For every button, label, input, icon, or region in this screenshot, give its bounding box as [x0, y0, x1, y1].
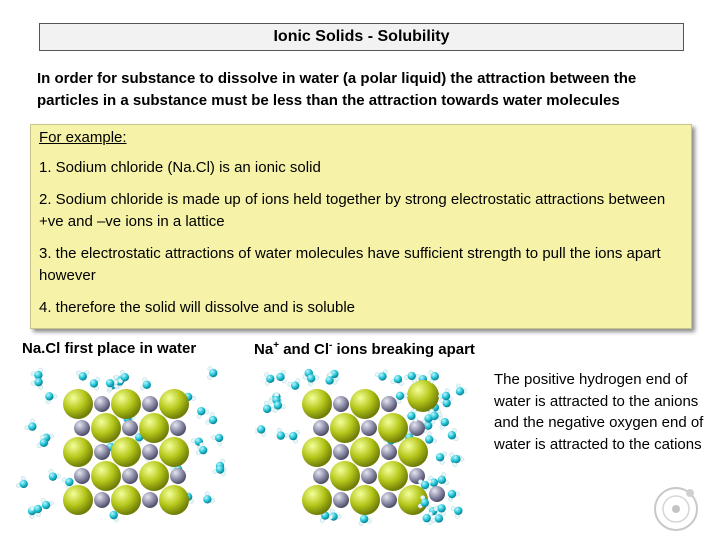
nacl-lattice-in-water-image [16, 366, 228, 526]
water-oxygen [49, 472, 57, 480]
water-oxygen [106, 379, 114, 387]
sodium-ion-detached [429, 486, 445, 502]
sodium-ion [333, 396, 349, 412]
water-oxygen [421, 499, 429, 507]
water-oxygen [199, 446, 207, 454]
water-oxygen [34, 378, 42, 386]
sodium-ion [333, 444, 349, 460]
water-oxygen [143, 381, 151, 389]
water-oxygen [442, 392, 450, 400]
water-oxygen [452, 455, 460, 463]
sodium-ion [333, 492, 349, 508]
sodium-ion [361, 420, 377, 436]
sodium-ion [381, 492, 397, 508]
sodium-ion [381, 444, 397, 460]
water-oxygen [209, 369, 217, 377]
water-oxygen [454, 507, 462, 515]
chloride-ion [139, 413, 169, 443]
chloride-ion [159, 485, 189, 515]
chloride-ion [350, 485, 380, 515]
chloride-ion [330, 413, 360, 443]
chloride-ion [350, 437, 380, 467]
chloride-ion [63, 485, 93, 515]
water-oxygen [423, 514, 431, 522]
water-oxygen [378, 372, 386, 380]
water-oxygen [216, 465, 224, 473]
water-oxygen [209, 416, 217, 424]
chloride-ion [350, 389, 380, 419]
sodium-ion [170, 420, 186, 436]
chloride-ion [302, 437, 332, 467]
chloride-ion [302, 389, 332, 419]
water-oxygen [40, 439, 48, 447]
sodium-ion [381, 396, 397, 412]
example-box [30, 124, 692, 329]
water-oxygen [277, 431, 285, 439]
water-oxygen [443, 399, 451, 407]
chloride-ion [111, 437, 141, 467]
sodium-ion [142, 444, 158, 460]
water-oxygen [276, 373, 284, 381]
chloride-ion [378, 413, 408, 443]
chloride-ion [302, 485, 332, 515]
sodium-ion [74, 420, 90, 436]
water-oxygen [90, 379, 98, 387]
ions-breaking-apart-image [255, 366, 467, 526]
side-explanation: The positive hydrogen end of water is attracted to the anions and the negative oxygen end of water is attracted to the cations [494, 371, 704, 453]
sodium-ion [313, 420, 329, 436]
chloride-ion-detached [407, 380, 439, 412]
water-oxygen [436, 453, 444, 461]
chloride-ion [398, 437, 428, 467]
example-point-4: 4. therefore the solid will dissolve and is soluble [39, 299, 356, 316]
chloride-ion [139, 461, 169, 491]
sodium-ion [94, 492, 110, 508]
chloride-ion [111, 389, 141, 419]
water-oxygen [396, 392, 404, 400]
chloride-ion [159, 437, 189, 467]
chloride-ion [91, 413, 121, 443]
title-box [39, 23, 684, 51]
science-resources-logo-icon [646, 483, 712, 537]
chloride-ion [330, 461, 360, 491]
example-point-2: 2. Sodium chloride is made up of ions held together by strong electrostatic attractions between +ve and –ve ions in a lattice [39, 191, 666, 230]
water-oxygen [456, 387, 464, 395]
sodium-ion [313, 468, 329, 484]
water-oxygen [42, 501, 50, 509]
water-oxygen [274, 401, 282, 409]
sodium-ion [122, 468, 138, 484]
example-point-1: 1. Sodium chloride (Na.Cl) is an ionic solid [39, 159, 321, 176]
sodium-ion [74, 468, 90, 484]
water-oxygen [307, 374, 315, 382]
water-oxygen [407, 412, 415, 420]
sodium-ion [170, 468, 186, 484]
caption-left: Na.Cl first place in water [22, 340, 197, 357]
water-oxygen [197, 407, 205, 415]
sodium-ion [409, 420, 425, 436]
sodium-ion [142, 396, 158, 412]
chloride-ion [91, 461, 121, 491]
water-oxygen [360, 515, 368, 523]
water-oxygen [109, 511, 117, 519]
water-oxygen [448, 490, 456, 498]
caption-right: Na+ and Cl- ions breaking apart [254, 340, 475, 358]
water-oxygen [215, 434, 223, 442]
sodium-ion [94, 444, 110, 460]
water-oxygen [408, 372, 416, 380]
water-oxygen [435, 514, 443, 522]
water-oxygen [448, 431, 456, 439]
water-oxygen [437, 504, 445, 512]
sodium-ion [361, 468, 377, 484]
chloride-ion [378, 461, 408, 491]
chloride-ion [159, 389, 189, 419]
water-oxygen [257, 425, 265, 433]
intro-text: In order for substance to dissolve in water (a polar liquid) the attraction between the particles in a substance must be less than the attraction towards water molecules [37, 70, 637, 109]
water-oxygen [65, 478, 73, 486]
page-title: Ionic Solids - Solubility [273, 28, 450, 45]
water-oxygen [34, 505, 42, 513]
water-oxygen [121, 373, 129, 381]
water-oxygen [79, 372, 87, 380]
water-oxygen [325, 376, 333, 384]
example-heading: For example: [39, 129, 127, 146]
sodium-ion [94, 396, 110, 412]
water-oxygen [45, 392, 53, 400]
sodium-ion [142, 492, 158, 508]
chloride-ion [63, 437, 93, 467]
sodium-ion [122, 420, 138, 436]
water-oxygen [289, 432, 297, 440]
chloride-ion [111, 485, 141, 515]
water-oxygen [430, 412, 438, 420]
water-oxygen [291, 381, 299, 389]
water-oxygen [203, 495, 211, 503]
example-point-3: 3. the electrostatic attractions of water molecules have sufficient strength to pull the ions apart however [39, 245, 661, 284]
water-oxygen [421, 481, 429, 489]
chloride-ion [63, 389, 93, 419]
water-oxygen [394, 375, 402, 383]
water-oxygen [266, 375, 274, 383]
water-oxygen [425, 435, 433, 443]
water-oxygen [441, 418, 449, 426]
water-oxygen [19, 480, 27, 488]
water-oxygen [431, 372, 439, 380]
water-oxygen [263, 405, 271, 413]
water-oxygen [28, 422, 36, 430]
water-oxygen [438, 476, 446, 484]
